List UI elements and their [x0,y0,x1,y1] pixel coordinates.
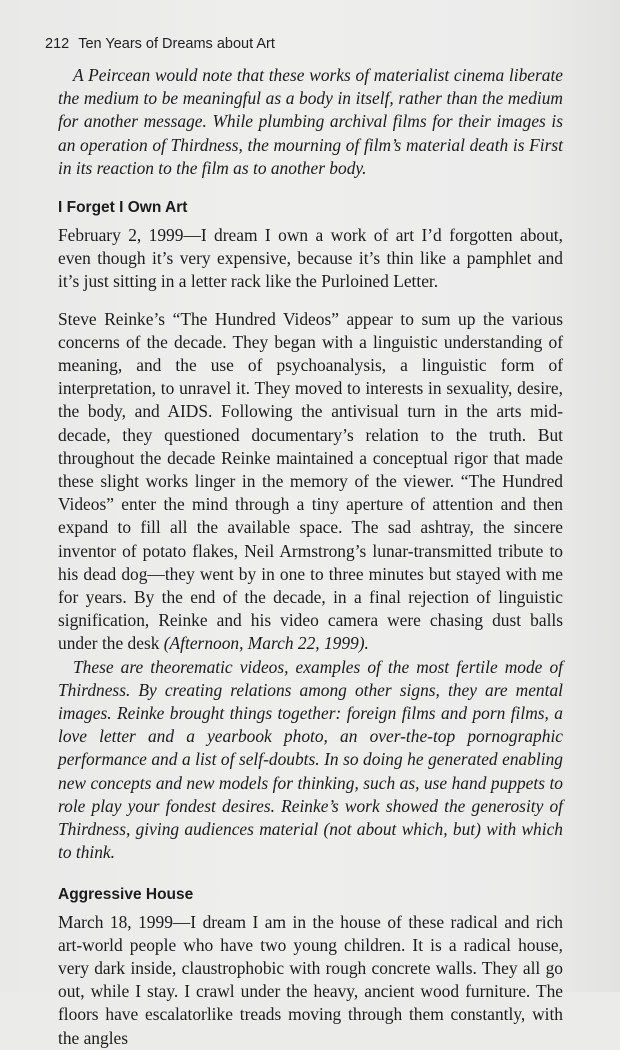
commentary-paragraph-theorematic: These are theorematic videos, examples of the most fertile mode of Thirdness. By creating relations among other signs, they are mental images. Reinke brought things together: foreign films and porn films, a love letter and a yearbook photo, an over-the-top pornographic performance and a list of self-doubts. In so doing he generated enabling new concepts and new models for thinking, such as, use hand puppets to role play your fondest desires. Reinke’s work showed the generosity of Thirdness, giving audiences material (not about which, but) with which to think. [58,656,563,863]
citation-afternoon: (Afternoon, March 22, 1999). [163,633,369,654]
section-heading-aggressive-house: Aggressive House [58,885,194,903]
dream-entry-february: February 2, 1999—I dream I own a work of art I’d forgotten about, even though it’s very expensive, because it’s thin like a pamphlet and it’s just sitting in a letter rack like the Purloined Letter. [58,225,563,292]
running-title: Ten Years of Dreams about Art [78,36,275,52]
page-number: 212 [45,36,70,52]
section-heading-i-forget-i-own-art: I Forget I Own Art [58,199,188,217]
body-paragraph-reinke [58,308,563,656]
intro-paragraph: A Peircean would note that these works of materialist cinema liberate the medium to be meaningful as a body in itself, rather than the medium for another message. While plumbing archival films for their images is an operation of Thirdness, the mourning of film’s material death is First in its reaction to the film as to another body. [58,65,563,178]
page-body [58,64,563,1050]
dream-entry-march: March 18, 1999—I dream I am in the house of these radical and rich art-world people who have two young children. It is a radical house, very dark inside, claustrophobic with rough concrete walls. They all go out, while I stay. I crawl under the heavy, ancient wood furniture. The floors have escalatorlike treads moving through them constantly, with the angles [58,911,563,1048]
body-paragraph-reinke-text: Steve Reinke’s “The Hundred Videos” appear to sum up the various concerns of the decade. They began with a linguistic understanding of meaning, and the use of psychoanalysis, a linguistic form of interpretation, to unravel it. They moved to interests in sexuality, desire, the body, and AIDS. Following the antivisual turn in the arts mid-decade, they questioned documentary’s relation to the truth. But throughout the decade Reinke maintained a conceptual rigor that made these slight works linger in the memory of the viewer. “The Hundred Videos” enter the mind through a tiny aperture of attention and then expand to fill all the available space. The sad ashtray, the sincere inventor of potato flakes, Neil Armstrong’s lunar-transmitted tribute to his dead dog—they went by in one to three minutes but stayed with me for years. By the end of the decade, in a final rejection of linguistic signification, Reinke and his video camera were chasing dust balls under the desk [58,308,563,654]
running-header [45,36,275,52]
